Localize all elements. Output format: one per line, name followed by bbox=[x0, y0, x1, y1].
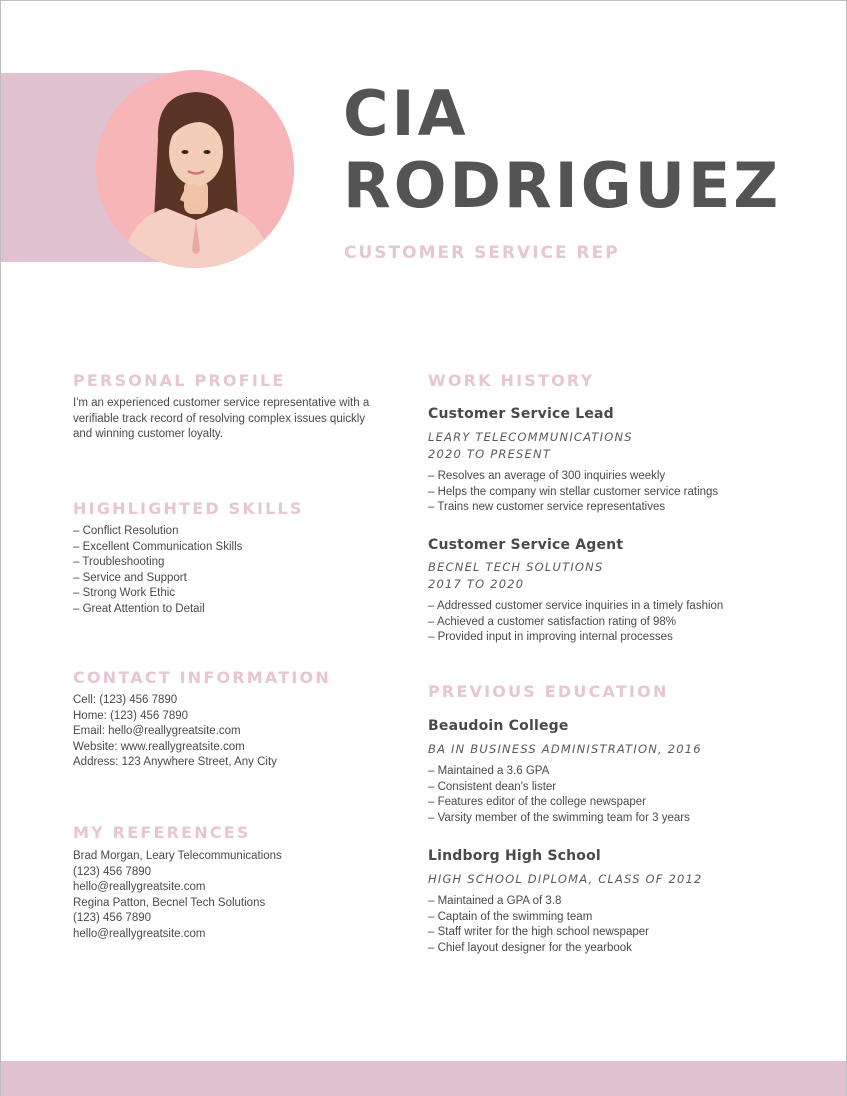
reference-phone: (123) 456 7890 bbox=[73, 865, 152, 878]
skills-list bbox=[73, 524, 373, 618]
skill-item: – Conflict Resolution bbox=[73, 524, 373, 540]
contact-email[interactable]: Email: hello@reallygreatsite.com bbox=[73, 725, 241, 738]
references-heading: MY REFERENCES bbox=[73, 823, 251, 842]
job-company: BECNEL TECH SOLUTIONS bbox=[428, 560, 604, 574]
school-achievements bbox=[428, 764, 828, 826]
achievement-item: – Maintained a GPA of 3.8 bbox=[428, 894, 828, 910]
contact-cell: Cell: (123) 456 7890 bbox=[73, 694, 178, 706]
job-duties bbox=[428, 469, 828, 516]
footer-accent-band bbox=[1, 1061, 846, 1096]
job-period: 2017 TO 2020 bbox=[428, 576, 525, 591]
skill-item: – Service and Support bbox=[73, 571, 373, 587]
job-title: Customer Service Agent bbox=[428, 537, 624, 553]
contact-website[interactable]: Website: www.reallygreatsite.com bbox=[73, 740, 245, 753]
achievement-item: – Captain of the swimming team bbox=[428, 910, 828, 926]
reference-name: Regina Patton, Becnel Tech Solutions bbox=[73, 896, 266, 909]
skills-heading: HIGHLIGHTED SKILLS bbox=[73, 499, 304, 518]
job-meta bbox=[428, 559, 604, 592]
profile-text bbox=[73, 396, 383, 443]
achievement-item: – Chief layout designer for the yearbook bbox=[428, 941, 828, 957]
contact-heading: CONTACT INFORMATION bbox=[73, 668, 331, 687]
contact-list bbox=[73, 693, 383, 771]
contact-home: Home: (123) 456 7890 bbox=[73, 709, 189, 722]
education-heading: PREVIOUS EDUCATION bbox=[428, 682, 669, 701]
contact-address: Address: 123 Anywhere Street, Any City bbox=[73, 756, 277, 769]
reference-email[interactable]: hello@reallygreatsite.com bbox=[73, 927, 206, 940]
school-name: Beaudoin College bbox=[428, 718, 569, 734]
duty-item: – Helps the company win stellar customer service ratings bbox=[428, 485, 828, 501]
duty-item: – Provided input in improving internal processes bbox=[428, 630, 828, 646]
duty-item: – Resolves an average of 300 inquiries weekly bbox=[428, 469, 828, 485]
profile-line: I'm an experienced customer service representative with a bbox=[73, 397, 370, 409]
school-degree: BA IN BUSINESS ADMINISTRATION, 2016 bbox=[428, 742, 702, 756]
reference-name: Brad Morgan, Leary Telecommunications bbox=[73, 850, 282, 862]
profile-line: verifiable track record of resolving complex issues quickly bbox=[73, 412, 366, 425]
duty-item: – Trains new customer service representatives bbox=[428, 500, 828, 516]
school-achievements bbox=[428, 894, 828, 956]
job-role: CUSTOMER SERVICE REP bbox=[344, 243, 620, 263]
achievement-item: – Features editor of the college newspaper bbox=[428, 795, 828, 811]
skill-item: – Troubleshooting bbox=[73, 555, 373, 571]
references-list bbox=[73, 849, 383, 943]
achievement-item: – Varsity member of the swimming team for 3 years bbox=[428, 811, 828, 827]
job-duties bbox=[428, 599, 828, 646]
profile-photo bbox=[96, 70, 294, 268]
achievement-item: – Consistent dean's lister bbox=[428, 780, 828, 796]
first-name: CIA bbox=[343, 77, 469, 150]
duty-item: – Achieved a customer satisfaction rating of 98% bbox=[428, 615, 828, 631]
last-name: RODRIGUEZ bbox=[343, 149, 782, 222]
candidate-name bbox=[343, 78, 781, 222]
achievement-item: – Maintained a 3.6 GPA bbox=[428, 764, 828, 780]
skill-item: – Excellent Communication Skills bbox=[73, 540, 373, 556]
reference-phone: (123) 456 7890 bbox=[73, 912, 152, 925]
profile-heading: PERSONAL PROFILE bbox=[73, 371, 286, 390]
school-name: Lindborg High School bbox=[428, 848, 601, 864]
work-history-heading: WORK HISTORY bbox=[428, 371, 595, 390]
profile-line: and winning customer loyalty. bbox=[73, 428, 223, 441]
job-company: LEARY TELECOMMUNICATIONS bbox=[428, 430, 633, 444]
job-title: Customer Service Lead bbox=[428, 406, 614, 422]
job-period: 2020 TO PRESENT bbox=[428, 446, 552, 461]
skill-item: – Strong Work Ethic bbox=[73, 586, 373, 602]
reference-email[interactable]: hello@reallygreatsite.com bbox=[73, 881, 206, 894]
job-meta bbox=[428, 429, 633, 462]
duty-item: – Addressed customer service inquiries in a timely fashion bbox=[428, 599, 828, 615]
skill-item: – Great Attention to Detail bbox=[73, 602, 373, 618]
portrait-illustration bbox=[96, 70, 294, 268]
school-degree: HIGH SCHOOL DIPLOMA, CLASS OF 2012 bbox=[428, 872, 703, 886]
achievement-item: – Staff writer for the high school newspaper bbox=[428, 925, 828, 941]
